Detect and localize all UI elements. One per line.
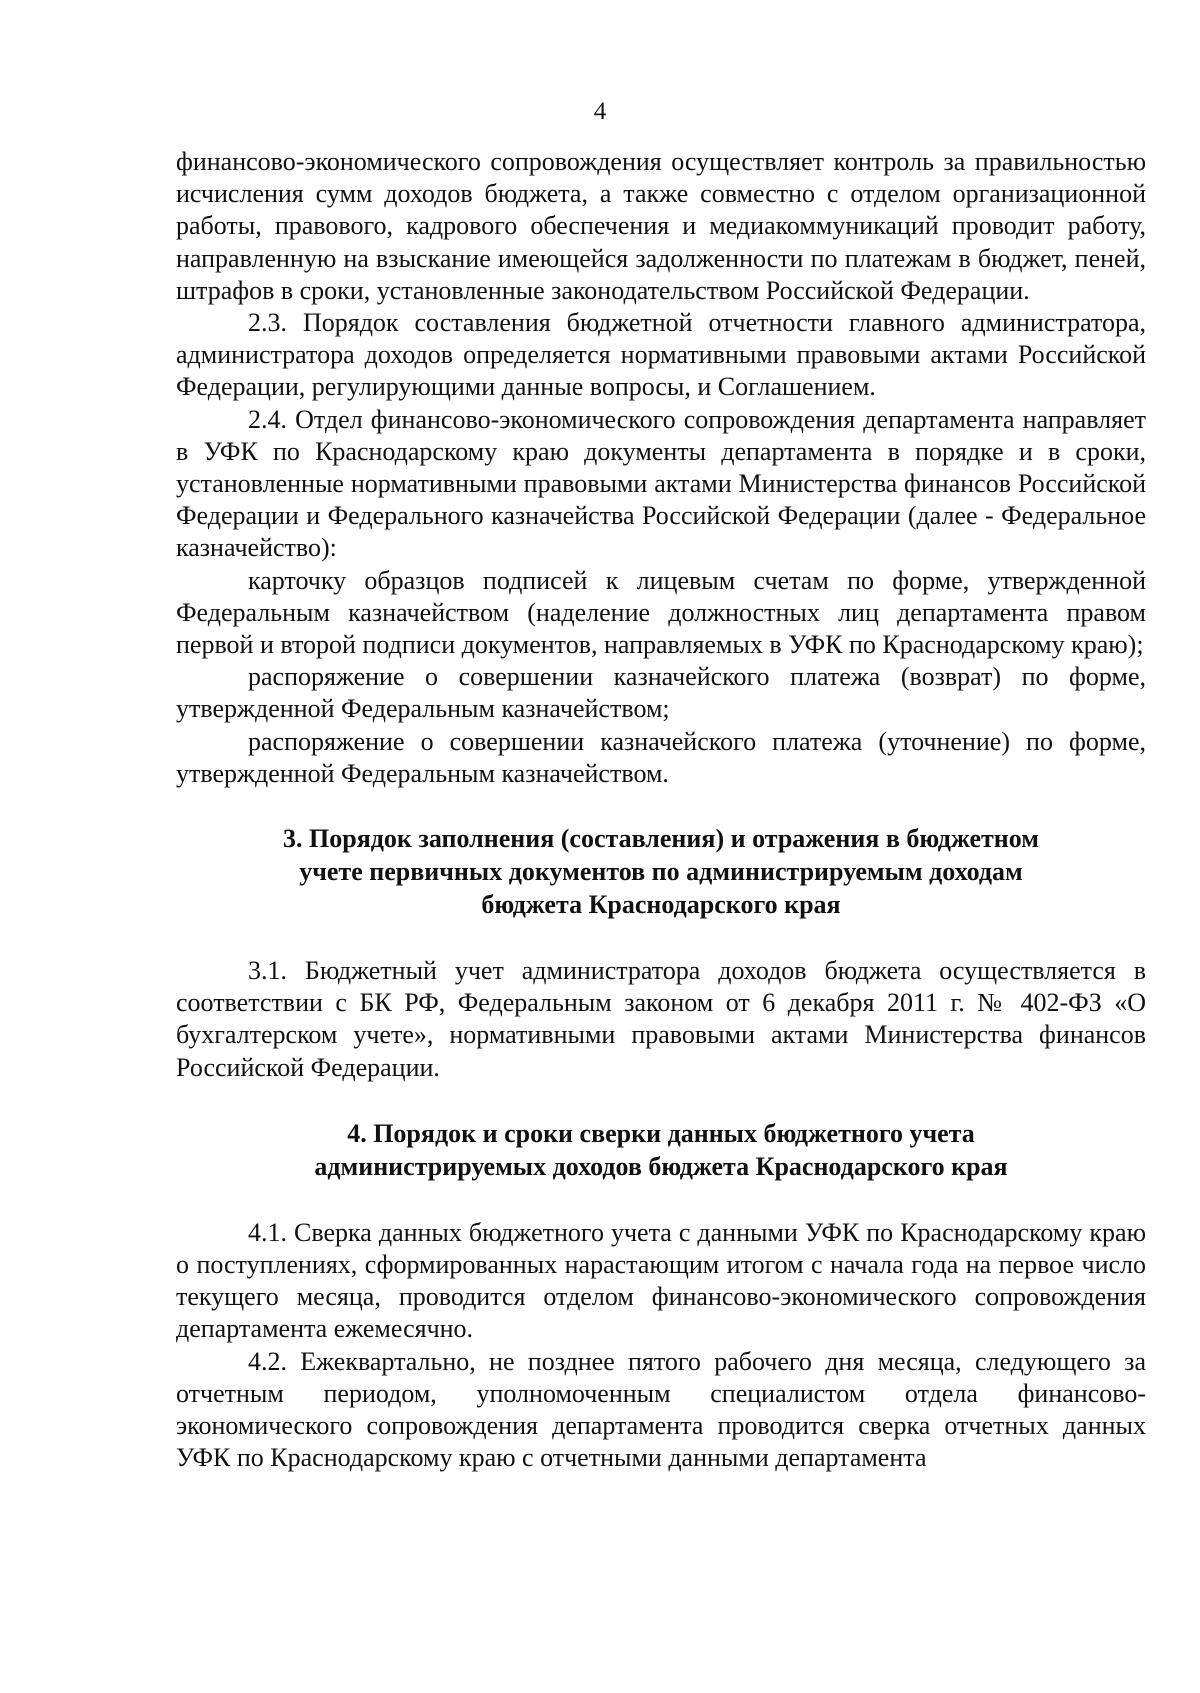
paragraph-2-4: 2.4. Отдел финансово-экономического сопровождения департамента направляет в УФК по Краснодарскому краю документы департамента в порядке и в сроки, установленные нормативными правовыми актами Министерства финансов Российской Федерации и Федерального казначейства Российской Федерации (далее - Федеральное казначейство): [176, 404, 1146, 563]
paragraph-3-1: 3.1. Бюджетный учет администратора доходов бюджета осуществляется в соответствии с БК РФ, Федеральным законом от 6 декабря 2011 г. № 402-ФЗ «О бухгалтерском учете», нормативными правовыми актами Министерства финансов Российской Федерации. [176, 956, 1146, 1082]
section-3-heading [176, 822, 1146, 921]
paragraph-4-1: 4.1. Сверка данных бюджетного учета с данными УФК по Краснодарскому краю о поступлениях, сформированных нарастающим итогом с начала года на первое число текущего месяца, проводится отделом финансово-экономического сопровождения департамента ежемесячно. [176, 1217, 1146, 1344]
section-3-heading-line-2: учете первичных документов по администрируемым доходам [299, 857, 1023, 887]
page-number: 4 [593, 98, 607, 125]
paragraph-2-3: 2.3. Порядок составления бюджетной отчетности главного администратора, администратора доходов определяется нормативными правовыми актами Российской Федерации, регулирующими данные вопросы, и Соглашением. [176, 308, 1146, 402]
paragraph-4-2: 4.2. Ежеквартально, не позднее пятого рабочего дня месяца, следующего за отчетным периодом, уполномоченным специалистом отдела финансово-экономического сопровождения департамента проводится сверка отчетных данных УФК по Краснодарскому краю с отчетными данными департамента [176, 1346, 1146, 1473]
section-4-heading-line-1: 4. Порядок и сроки сверки данных бюджетного учета [347, 1118, 975, 1148]
section-4-heading-line-2: администрируемых доходов бюджета Краснодарского края [314, 1151, 1008, 1181]
document-body [176, 146, 1146, 1475]
section-3-heading-line-1: 3. Порядок заполнения (составления) и отражения в бюджетном [283, 824, 1039, 854]
list-item-payment-return: распоряжение о совершении казначейского платежа (возврат) по форме, утвержденной Федеральным казначейством; [176, 662, 1146, 724]
section-3-heading-line-3: бюджета Краснодарского края [481, 890, 841, 920]
list-item-signature-card: карточку образцов подписей к лицевым счетам по форме, утвержденной Федеральным казначейством (наделение должностных лиц департамента правом первой и второй подписи документов, направляемых в УФК по Краснодарскому краю); [176, 565, 1146, 660]
paragraph-continuation: финансово-экономического сопровождения осуществляет контроль за правильностью исчисления сумм доходов бюджета, а также совместно с отделом организационной работы, правового, кадрового обеспечения и медиакоммуникаций проводит работу, направленную на взыскание имеющейся задолженности по платежам в бюджет, пеней, штрафов в сроки, установленные законодательством Российской Федерации. [176, 147, 1146, 305]
section-4-heading [176, 1117, 1146, 1183]
list-item-payment-clarification: распоряжение о совершении казначейского платежа (уточнение) по форме, утвержденной Федеральным казначейством. [176, 726, 1146, 788]
